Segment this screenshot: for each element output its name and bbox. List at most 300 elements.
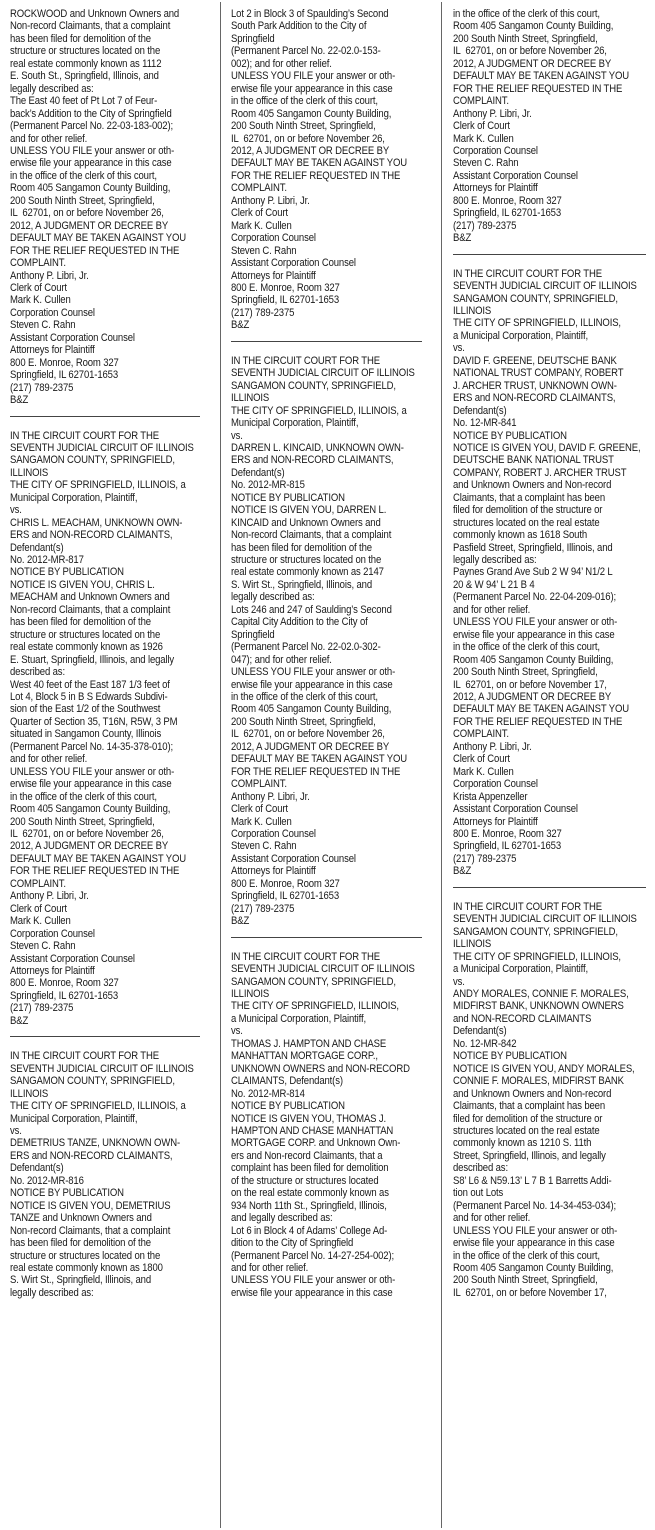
notice-text-line: in the office of the clerk of this court,	[453, 8, 600, 20]
notice-text-line: COMPANY, ROBERT J. ARCHER TRUST	[453, 466, 627, 479]
notice-text-line: structure or structures located on the	[10, 628, 161, 641]
notice-text-line: of the structure or structures located	[231, 1174, 379, 1187]
notice-text-line: NOTICE BY PUBLICATION	[453, 429, 567, 442]
notice-text-line: IL 62701, on or before November 26,	[231, 728, 385, 741]
notice-text-line: Attorneys for Plaintiff	[453, 815, 538, 828]
notice-text-line: DEFAULT MAY BE TAKEN AGAINST YOU	[231, 157, 408, 170]
notice-separator	[10, 416, 200, 417]
notice-text-line: 2012, A JUDGMENT OR DECREE BY	[453, 57, 612, 70]
notice-text-line: erwise file your appearance in this case	[10, 778, 172, 791]
notice-text-line: MIDFIRST BANK, UNKNOWN OWNERS	[453, 1000, 624, 1013]
notice-text-line: Springfield	[231, 32, 275, 45]
notice-text-line: NOTICE IS GIVEN YOU, ANDY MORALES,	[453, 1062, 635, 1075]
notice-text-line: UNKNOWN OWNERS and NON-RECORD	[231, 1062, 410, 1075]
notice-text-line: UNLESS YOU FILE your answer or oth-	[231, 666, 396, 679]
notice-text-line: Room 405 Sangamon County Building,	[231, 703, 392, 716]
notice-text-line: Mark K. Cullen	[453, 132, 514, 145]
notice-text-line: vs.	[10, 504, 22, 517]
notice-text-line: The East 40 feet of Pt Lot 7 of Feur-	[10, 95, 158, 108]
notice-text-line: CONNIE F. MORALES, MIDFIRST BANK	[453, 1075, 624, 1088]
notice-text-line: FOR THE RELIEF REQUESTED IN THE	[10, 244, 180, 257]
notice-text-line: has been filed for demolition of the	[10, 32, 151, 45]
notice-text-line: IL 62701, on or before November 17,	[453, 1286, 607, 1299]
notice-text-line: Assistant Corporation Counsel	[453, 803, 578, 816]
notice-text-line: B&Z	[231, 319, 250, 332]
notice-text-line: vs.	[231, 1025, 243, 1038]
notice-text-line: commonly known as 1210 S. 11th	[453, 1137, 592, 1150]
legal-notice	[231, 951, 422, 1300]
notice-text-line: 800 E. Monroe, Room 327	[453, 828, 562, 840]
notice-text-line: Clerk of Court	[453, 120, 510, 133]
notice-text-line: 200 South Ninth Street, Springfield,	[453, 666, 598, 679]
notice-text-line: complaint has been filed for demolition	[231, 1162, 389, 1175]
notice-text-line: SEVENTH JUDICIAL CIRCUIT OF ILLINOIS	[10, 1062, 194, 1075]
notice-text-line: DEFAULT MAY BE TAKEN AGAINST YOU	[453, 703, 630, 716]
notice-text-line: Non-record Claimants, that a complaint	[231, 529, 392, 542]
notice-text-line: Capital City Addition to the City of	[231, 616, 368, 629]
notice-text-line: HAMPTON AND CHASE MANHATTAN	[231, 1124, 394, 1137]
notice-text-line: Anthony P. Libri, Jr.	[453, 107, 532, 120]
notice-text-line: 047); and for other relief.	[231, 653, 332, 666]
notice-text-line: Assistant Corporation Counsel	[10, 331, 135, 344]
notice-text-line: UNLESS YOU FILE your answer or oth-	[10, 144, 175, 157]
notice-text-line: ILLINOIS	[453, 304, 492, 317]
notice-text-line: DARREN L. KINCAID, UNKNOWN OWN-	[231, 441, 404, 454]
notice-text-line: and for other relief.	[453, 603, 531, 616]
notice-text-line: Quarter of Section 35, T16N, R5W, 3 PM	[10, 715, 178, 728]
notice-text-line: DEFAULT MAY BE TAKEN AGAINST YOU	[453, 70, 630, 83]
notice-text-line: Pasfield Street, Springfield, Illinois, and	[453, 541, 613, 554]
notice-text-line: Anthony P. Libri, Jr.	[10, 269, 89, 282]
notice-text-line: Corporation Counsel	[231, 232, 316, 245]
notice-text-line: THE CITY OF SPRINGFIELD, ILLINOIS,	[453, 950, 621, 963]
notice-text-line: NOTICE IS GIVEN YOU, DAVID F. GREENE,	[453, 441, 641, 454]
notice-text-line: SANGAMON COUNTY, SPRINGFIELD,	[231, 975, 396, 988]
notice-text-line: Street, Springfield, Illinois, and legally	[453, 1149, 606, 1162]
notice-text-line: Non-record Claimants, that a complaint	[10, 603, 171, 616]
notice-text-line: IL 62701, on or before November 26,	[10, 207, 164, 220]
notice-text-line: and Unknown Owners and Non-record	[453, 1087, 612, 1100]
notice-text-line: Attorneys for Plaintiff	[231, 865, 316, 878]
notice-text-line: NOTICE BY PUBLICATION	[453, 1050, 567, 1063]
notice-text-line: Municipal Corporation, Plaintiff,	[10, 491, 138, 504]
notice-text-line: 002); and for other relief.	[231, 57, 332, 70]
notice-text-line: Defendant(s)	[453, 404, 507, 417]
notice-text-line: 200 South Ninth Street, Springfield,	[453, 1274, 598, 1287]
notice-text-line: Steven C. Rahn	[10, 940, 76, 953]
notice-text-line: ERS and NON-RECORD CLAIMANTS,	[10, 529, 173, 542]
notice-text-line: NOTICE IS GIVEN YOU, DARREN L.	[231, 504, 387, 517]
notice-text-line: Clerk of Court	[231, 803, 288, 816]
notice-text-line: Attorneys for Plaintiff	[453, 182, 538, 195]
notice-text-line: Non-record Claimants, that a complaint	[10, 1224, 171, 1237]
notice-text-line: Defendant(s)	[10, 1162, 64, 1175]
notice-text-line: (217) 789-2375	[10, 1002, 74, 1015]
notice-text-line: B&Z	[10, 1014, 29, 1027]
notice-text-line: Corporation Counsel	[453, 144, 538, 157]
notice-text-line: UNLESS YOU FILE your answer or oth-	[453, 616, 618, 629]
notice-text-line: Attorneys for Plaintiff	[10, 964, 95, 977]
column-divider	[441, 2, 442, 1528]
notice-text-line: No. 12-MR-842	[453, 1037, 517, 1050]
notice-text-line: sion of the East 1/2 of the Southwest	[10, 703, 161, 716]
notice-separator	[231, 937, 422, 938]
notice-text-line: IN THE CIRCUIT COURT FOR THE	[231, 354, 380, 367]
notice-text-line: Corporation Counsel	[231, 828, 316, 840]
notice-text-line: West 40 feet of the East 187 1/3 feet of	[10, 678, 170, 691]
notice-text-line: Assistant Corporation Counsel	[231, 257, 356, 270]
notice-text-line: ERS and NON-RECORD CLAIMANTS,	[453, 392, 616, 405]
notice-text-line: vs.	[10, 1124, 22, 1137]
notice-text-line: FOR THE RELIEF REQUESTED IN THE	[10, 865, 180, 878]
notice-text-line: legally described as:	[453, 554, 537, 567]
notice-text-line: (217) 789-2375	[453, 219, 517, 232]
notice-text-line: Corporation Counsel	[10, 306, 95, 319]
notice-text-line: DEMETRIUS TANZE, UNKNOWN OWN-	[10, 1137, 181, 1150]
notice-text-line: back’s Addition to the City of Springfield	[10, 107, 172, 120]
notice-text-line: 2012, A JUDGMENT OR DECREE BY	[231, 740, 390, 753]
notice-text-line: a Municipal Corporation, Plaintiff,	[453, 329, 589, 342]
notice-text-line: Paynes Grand Ave Sub 2 W 94’ N1/2 L	[453, 566, 613, 579]
notice-text-line: 200 South Ninth Street, Springfield,	[10, 194, 155, 207]
notice-text-line: filed for demolition of the structure or	[453, 504, 603, 517]
legal-notices-column-3	[453, 8, 646, 1523]
notice-text-line: SANGAMON COUNTY, SPRINGFIELD,	[10, 1075, 175, 1088]
notice-text-line: Anthony P. Libri, Jr.	[10, 890, 89, 903]
notice-text-line: and Unknown Owners and Non-record	[453, 479, 612, 492]
legal-notices-column-1	[10, 8, 200, 1523]
notice-text-line: COMPLAINT.	[231, 778, 287, 791]
notice-text-line: vs.	[231, 429, 243, 442]
notice-text-line: Springfield, IL 62701-1653	[10, 369, 118, 382]
notice-text-line: THE CITY OF SPRINGFIELD, ILLINOIS, a	[10, 1100, 186, 1113]
notice-text-line: a Municipal Corporation, Plaintiff,	[231, 1012, 367, 1025]
notice-text-line: structure or structures located on the	[10, 45, 161, 58]
notice-text-line: Clerk of Court	[10, 281, 67, 294]
notice-text-line: B&Z	[453, 232, 472, 245]
notice-text-line: NOTICE BY PUBLICATION	[231, 491, 345, 504]
notice-text-line: SEVENTH JUDICIAL CIRCUIT OF ILLINOIS	[453, 913, 637, 926]
legal-notice	[10, 1050, 200, 1299]
notice-text-line: ROCKWOOD and Unknown Owners and	[10, 8, 180, 20]
column-divider	[220, 2, 221, 1528]
notice-text-line: THE CITY OF SPRINGFIELD, ILLINOIS,	[231, 1000, 399, 1013]
notice-text-line: Springfield, IL 62701-1653	[231, 294, 339, 307]
notice-text-line: Defendant(s)	[453, 1025, 507, 1038]
notice-text-line: FOR THE RELIEF REQUESTED IN THE	[231, 169, 401, 182]
legal-notice	[453, 901, 646, 1300]
notice-text-line: (Permanent Parcel No. 14-34-453-034);	[453, 1199, 617, 1212]
notice-text-line: ILLINOIS	[231, 987, 270, 1000]
notice-text-line: in the office of the clerk of this court,	[231, 95, 378, 108]
notice-text-line: DAVID F. GREENE, DEUTSCHE BANK	[453, 354, 617, 367]
notice-text-line: NOTICE BY PUBLICATION	[231, 1100, 345, 1113]
notice-text-line: 200 South Ninth Street, Springfield,	[231, 120, 376, 133]
notice-text-line: B&Z	[10, 394, 29, 407]
notice-text-line: Steven C. Rahn	[453, 157, 519, 170]
notice-text-line: vs.	[453, 975, 465, 988]
notice-text-line: DEUTSCHE BANK NATIONAL TRUST	[453, 454, 614, 467]
legal-notices-column-2	[231, 8, 422, 1523]
notice-text-line: ANDY MORALES, CONNIE F. MORALES,	[453, 987, 629, 1000]
notice-text-line: ILLINOIS	[453, 938, 492, 951]
notice-text-line: in the office of the clerk of this court,	[231, 691, 378, 704]
notice-text-line: Assistant Corporation Counsel	[10, 952, 135, 965]
notice-text-line: SANGAMON COUNTY, SPRINGFIELD,	[10, 454, 175, 467]
notice-text-line: (217) 789-2375	[453, 852, 517, 865]
notice-text-line: situated in Sangamon County, Illinois	[10, 728, 162, 741]
notice-text-line: vs.	[453, 342, 465, 355]
notice-text-line: Springfield, IL 62701-1653	[231, 890, 339, 903]
notice-text-line: Room 405 Sangamon County Building,	[453, 653, 614, 666]
notice-text-line: described as:	[453, 1162, 508, 1175]
notice-text-line: Steven C. Rahn	[231, 244, 297, 257]
notice-text-line: Defendant(s)	[10, 541, 64, 554]
notice-text-line: CLAIMANTS, Defendant(s)	[231, 1075, 343, 1088]
notice-text-line: described as:	[10, 666, 65, 679]
notice-text-line: Non-record Claimants, that a complaint	[10, 20, 171, 33]
notice-text-line: erwise file your appearance in this case	[453, 1237, 615, 1250]
notice-text-line: Lot 4, Block 5 in B S Edwards Subdivi-	[10, 691, 168, 704]
notice-text-line: MANHATTAN MORTGAGE CORP.,	[231, 1050, 378, 1063]
notice-text-line: (217) 789-2375	[231, 902, 295, 915]
notice-text-line: IL 62701, on or before November 26,	[231, 132, 385, 145]
notice-text-line: real estate commonly known as 1926	[10, 641, 163, 654]
notice-text-line: Springfield, IL 62701-1653	[10, 989, 118, 1002]
notice-text-line: No. 12-MR-841	[453, 417, 517, 430]
notice-text-line: has been filed for demolition of the	[231, 541, 372, 554]
notice-text-line: and for other relief.	[231, 1261, 309, 1274]
notice-text-line: and NON-RECORD CLAIMANTS	[453, 1012, 592, 1025]
notice-text-line: IL 62701, on or before November 26,	[10, 828, 164, 840]
notice-text-line: COMPLAINT.	[231, 182, 287, 195]
notice-text-line: COMPLAINT.	[453, 728, 509, 741]
notice-text-line: erwise file your appearance in this case	[10, 157, 172, 170]
notice-text-line: Krista Appenzeller	[453, 790, 528, 803]
notice-text-line: structures located on the real estate	[453, 1124, 600, 1137]
notice-text-line: 800 E. Monroe, Room 327	[10, 356, 119, 369]
notice-text-line: Clerk of Court	[10, 902, 67, 915]
notice-text-line: IN THE CIRCUIT COURT FOR THE	[10, 429, 159, 442]
notice-text-line: Lot 2 in Block 3 of Spaulding’s Second	[231, 8, 389, 20]
notice-text-line: and for other relief.	[10, 132, 88, 145]
notice-text-line: Steven C. Rahn	[231, 840, 297, 853]
legal-notice	[10, 430, 200, 1028]
notice-text-line: Anthony P. Libri, Jr.	[231, 790, 310, 803]
legal-notice	[10, 8, 200, 407]
notice-text-line: CHRIS L. MEACHAM, UNKNOWN OWN-	[10, 516, 183, 529]
notice-text-line: 200 South Ninth Street, Springfield,	[453, 32, 598, 45]
notice-text-line: 800 E. Monroe, Room 327	[231, 877, 340, 890]
notice-text-line: (Permanent Parcel No. 22-04-209-016);	[453, 591, 617, 604]
notice-text-line: NOTICE BY PUBLICATION	[10, 1187, 124, 1200]
notice-text-line: Anthony P. Libri, Jr.	[453, 740, 532, 753]
notice-separator	[231, 341, 422, 342]
notice-text-line: and legally described as:	[231, 1212, 333, 1225]
notice-text-line: 200 South Ninth Street, Springfield,	[10, 815, 155, 828]
notice-text-line: SEVENTH JUDICIAL CIRCUIT OF ILLINOIS	[453, 280, 637, 293]
notice-text-line: NOTICE IS GIVEN YOU, CHRIS L.	[10, 578, 155, 591]
notice-text-line: erwise file your appearance in this case	[231, 678, 393, 691]
legal-notice	[231, 8, 422, 332]
notice-text-line: SANGAMON COUNTY, SPRINGFIELD,	[453, 925, 618, 938]
notice-text-line: and for other relief.	[453, 1212, 531, 1225]
notice-text-line: Clerk of Court	[231, 207, 288, 220]
notice-text-line: (Permanent Parcel No. 22-02.0-302-	[231, 641, 381, 654]
notice-text-line: DEFAULT MAY BE TAKEN AGAINST YOU	[10, 232, 187, 245]
notice-text-line: Room 405 Sangamon County Building,	[453, 20, 614, 33]
notice-text-line: Steven C. Rahn	[10, 319, 76, 332]
notice-text-line: COMPLAINT.	[10, 877, 66, 890]
notice-text-line: UNLESS YOU FILE your answer or oth-	[231, 70, 396, 83]
notice-text-line: Municipal Corporation, Plaintiff,	[10, 1112, 138, 1125]
notice-text-line: in the office of the clerk of this court,	[10, 169, 157, 182]
notice-text-line: SEVENTH JUDICIAL CIRCUIT OF ILLINOIS	[231, 963, 415, 976]
notice-text-line: tion out Lots	[453, 1187, 504, 1200]
notice-text-line: E. Stuart, Springfield, Illinois, and legally	[10, 653, 175, 666]
notice-text-line: 800 E. Monroe, Room 327	[453, 194, 562, 207]
notice-text-line: (Permanent Parcel No. 14-27-254-002);	[231, 1249, 395, 1262]
notice-text-line: structure or structures located on the	[231, 554, 382, 567]
notice-text-line: Defendant(s)	[231, 466, 285, 479]
notice-text-line: KINCAID and Unknown Owners and	[231, 516, 381, 529]
notice-text-line: SEVENTH JUDICIAL CIRCUIT OF ILLINOIS	[10, 441, 194, 454]
notice-text-line: 200 South Ninth Street, Springfield,	[231, 715, 376, 728]
notice-text-line: Room 405 Sangamon County Building,	[10, 803, 171, 816]
notice-text-line: IL 62701, on or before November 26,	[453, 45, 607, 58]
notice-text-line: real estate commonly known as 1112	[10, 57, 162, 70]
notice-text-line: commonly known as 1618 South	[453, 529, 588, 542]
notice-text-line: IN THE CIRCUIT COURT FOR THE	[231, 950, 380, 963]
notice-text-line: Mark K. Cullen	[231, 219, 292, 232]
notice-text-line: Room 405 Sangamon County Building,	[10, 182, 171, 195]
notice-text-line: Springfield, IL 62701-1653	[453, 840, 561, 853]
notice-text-line: 934 North 11th St., Springfield, Illinois,	[231, 1199, 387, 1212]
notice-text-line: has been filed for demolition of the	[10, 1237, 151, 1250]
notice-text-line: ILLINOIS	[231, 392, 270, 405]
notice-text-line: (Permanent Parcel No. 14-35-378-010);	[10, 740, 174, 753]
notice-text-line: No. 2012-MR-815	[231, 479, 305, 492]
notice-text-line: SANGAMON COUNTY, SPRINGFIELD,	[231, 379, 396, 392]
notice-text-line: 800 E. Monroe, Room 327	[231, 281, 340, 294]
notice-text-line: Municipal Corporation, Plaintiff,	[231, 417, 359, 430]
notice-separator	[453, 887, 646, 888]
notice-text-line: MORTGAGE CORP. and Unknown Own-	[231, 1137, 401, 1150]
notice-text-line: THE CITY OF SPRINGFIELD, ILLINOIS,	[453, 317, 621, 330]
notice-text-line: in the office of the clerk of this court,	[453, 1249, 600, 1262]
legal-notice	[453, 8, 646, 245]
notice-text-line: FOR THE RELIEF REQUESTED IN THE	[453, 82, 623, 95]
notice-text-line: SEVENTH JUDICIAL CIRCUIT OF ILLINOIS	[231, 367, 415, 380]
notice-text-line: IL 62701, on or before November 17,	[453, 678, 607, 691]
notice-text-line: E. South St., Springfield, Illinois, and	[10, 70, 159, 83]
notice-text-line: 2012, A JUDGMENT OR DECREE BY	[453, 691, 612, 704]
notice-text-line: Springfield, IL 62701-1653	[453, 207, 561, 220]
notice-text-line: Anthony P. Libri, Jr.	[231, 194, 310, 207]
notice-text-line: Corporation Counsel	[453, 778, 538, 791]
notice-text-line: S. Wirt St., Springfield, Illinois, and	[231, 578, 372, 591]
notice-text-line: filed for demolition of the structure or	[453, 1112, 603, 1125]
notice-text-line: B&Z	[231, 915, 250, 928]
notice-text-line: FOR THE RELIEF REQUESTED IN THE	[453, 715, 623, 728]
notice-separator	[453, 254, 646, 255]
notice-text-line: B&Z	[453, 865, 472, 878]
notice-text-line: ERS and NON-RECORD CLAIMANTS,	[231, 454, 394, 467]
notice-text-line: IN THE CIRCUIT COURT FOR THE	[453, 267, 602, 280]
notice-text-line: (217) 789-2375	[10, 381, 74, 394]
notice-text-line: NATIONAL TRUST COMPANY, ROBERT	[453, 367, 624, 380]
notice-text-line: Lots 246 and 247 of Saulding’s Second	[231, 603, 392, 616]
legal-notice	[453, 268, 646, 878]
notice-text-line: Assistant Corporation Counsel	[453, 169, 578, 182]
notice-text-line: NOTICE IS GIVEN YOU, DEMETRIUS	[10, 1199, 171, 1212]
notice-text-line: ers and Non-record Claimants, that a	[231, 1149, 383, 1162]
notice-text-line: SANGAMON COUNTY, SPRINGFIELD,	[453, 292, 618, 305]
notice-text-line: erwise file your appearance in this case	[231, 1286, 393, 1299]
notice-text-line: Mark K. Cullen	[10, 294, 71, 307]
notice-text-line: 20 & W 94’ L 21 B 4	[453, 578, 535, 591]
notice-text-line: ERS and NON-RECORD CLAIMANTS,	[10, 1149, 173, 1162]
notice-text-line: COMPLAINT.	[453, 95, 509, 108]
notice-text-line: Corporation Counsel	[10, 927, 95, 940]
notice-text-line: UNLESS YOU FILE your answer or oth-	[10, 765, 175, 778]
notice-text-line: No. 2012-MR-817	[10, 554, 84, 567]
notice-text-line: Mark K. Cullen	[231, 815, 292, 828]
notice-text-line: structure or structures located on the	[10, 1249, 161, 1262]
notice-text-line: and for other relief.	[10, 753, 88, 766]
notice-text-line: a Municipal Corporation, Plaintiff,	[453, 963, 589, 976]
notice-text-line: (Permanent Parcel No. 22-02.0-153-	[231, 45, 381, 58]
notice-text-line: No. 2012-MR-816	[10, 1174, 84, 1187]
notice-text-line: structures located on the real estate	[453, 516, 600, 529]
notice-text-line: S. Wirt St., Springfield, Illinois, and	[10, 1274, 151, 1287]
notice-text-line: legally described as:	[10, 1286, 94, 1299]
notice-text-line: Springfield	[231, 628, 275, 641]
notice-text-line: legally described as:	[10, 82, 94, 95]
notice-text-line: FOR THE RELIEF REQUESTED IN THE	[231, 765, 401, 778]
notice-text-line: UNLESS YOU FILE your answer or oth-	[231, 1274, 396, 1287]
notice-text-line: Mark K. Cullen	[453, 765, 514, 778]
notice-text-line: legally described as:	[231, 591, 315, 604]
notice-text-line: UNLESS YOU FILE your answer or oth-	[453, 1224, 618, 1237]
notice-text-line: Claimants, that a complaint has been	[453, 491, 606, 504]
legal-notice	[231, 355, 422, 928]
notice-text-line: NOTICE IS GIVEN YOU, THOMAS J.	[231, 1112, 387, 1125]
notice-text-line: Assistant Corporation Counsel	[231, 852, 356, 865]
notice-text-line: COMPLAINT.	[10, 257, 66, 270]
notice-text-line: TANZE and Unknown Owners and	[10, 1212, 152, 1225]
notice-text-line: 2012, A JUDGMENT OR DECREE BY	[10, 840, 169, 853]
notice-text-line: Lot 6 in Block 4 of Adams’ College Ad-	[231, 1224, 388, 1237]
notice-text-line: 2012, A JUDGMENT OR DECREE BY	[231, 144, 390, 157]
notice-text-line: S8’ L6 & N59.13’ L 7 B 1 Barretts Addi-	[453, 1174, 612, 1187]
notice-text-line: THOMAS J. HAMPTON AND CHASE	[231, 1037, 387, 1050]
notice-text-line: Attorneys for Plaintiff	[10, 344, 95, 357]
notice-text-line: IN THE CIRCUIT COURT FOR THE	[453, 900, 602, 913]
notice-text-line: IN THE CIRCUIT COURT FOR THE	[10, 1050, 159, 1063]
notice-text-line: Clerk of Court	[453, 753, 510, 766]
notice-text-line: J. ARCHER TRUST, UNKNOWN OWN-	[453, 379, 617, 392]
notice-text-line: (217) 789-2375	[231, 306, 295, 319]
notice-text-line: dition to the City of Springfield	[231, 1237, 354, 1250]
notice-text-line: ILLINOIS	[10, 1087, 49, 1100]
notice-text-line: on the real estate commonly known as	[231, 1187, 389, 1200]
notice-text-line: 2012, A JUDGMENT OR DECREE BY	[10, 219, 169, 232]
notice-text-line: Room 405 Sangamon County Building,	[453, 1261, 614, 1274]
notice-text-line: has been filed for demolition of the	[10, 616, 151, 629]
notice-text-line: THE CITY OF SPRINGFIELD, ILLINOIS, a	[231, 404, 407, 417]
notice-text-line: DEFAULT MAY BE TAKEN AGAINST YOU	[10, 852, 187, 865]
